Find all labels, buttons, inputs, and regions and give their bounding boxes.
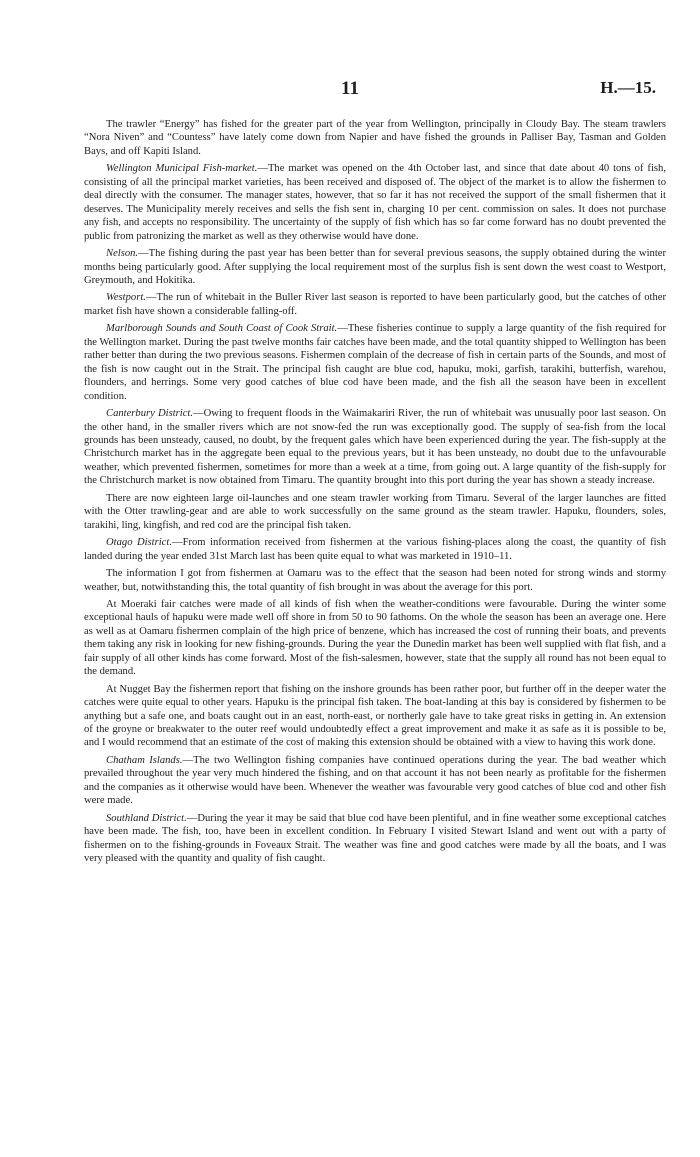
report-body <box>84 118 666 870</box>
paragraph-text: There are now eighteen large oil-launches and one steam trawler working from Timaru. Several of the larger launches are fitted with the Otter trawling-gear and are able to work successfully on the same ground as the steam trawler. Hapuku, flounders, soles, tarakihi, ling, kingfish, and red cod are the principal fish taken. <box>84 492 666 531</box>
paragraph-text: —The market was opened on the 4th October last, and since that date about 40 tons of fish, consisting of all the principal market varieties, has been received and disposed of. The object of the market is to allow the fishermen to deal directly with the consumer. The manager states, however, that so far it has not received the support of the small fishermen that it deserves. The Municipality merely receives and sells the fish sent in, charging 10 per cent. commission on sales. It does not purchase any fish, and accepts no responsibility. The uncertainty of the supply of fish which has so far come forward has no doubt prevented the public from patronizing the market as well as they otherwise would have done. <box>84 163 666 242</box>
document-reference: H.—15. <box>600 78 656 97</box>
paragraph-text: —From information received from fishermen at the various fishing-places along the coast, the quantity of fish landed during the year ended 31st March last has been quite equal to what was marketed in 1910–11. <box>84 537 666 562</box>
paragraph-trawlers <box>84 118 666 158</box>
paragraph-text: At Moeraki fair catches were made of all kinds of fish when the weather-conditions were favourable. During the winter some exceptional hauls of hapuku were made well off shore in from 50 to 90 fathoms. On the whole the season has been an average one. Here as well as at Oamaru fishermen complain of the high price of benzene, which has increased the cost of running their boats, and prevents them taking any risk in looking for new fishing-grounds. During the year the Dunedin market has been well supplied with flat fish, and a fair supply of all other kinds has come forward. Most of the fish-salesmen, however, state that the supply all round has not been equal to the demand. <box>84 598 666 678</box>
paragraph-southland <box>84 812 666 866</box>
paragraph-canterbury <box>84 407 666 488</box>
paragraph-heading: Westport. <box>106 292 146 304</box>
paragraph-text: —The run of whitebait in the Buller River last season is reported to have been particularly good, but the catches of other market fish have shown a considerable falling-off. <box>84 292 666 317</box>
page-header <box>0 78 700 102</box>
paragraph-text: The information I got from fishermen at Oamaru was to the effect that the season had been noted for strong winds and stormy weather, but, notwithstanding this, the total quantity of fish brought in was about the average for this port. <box>84 568 666 593</box>
paragraph-nugget-bay <box>84 683 666 750</box>
paragraph-westport <box>84 291 666 318</box>
paragraph-text: At Nugget Bay the fishermen report that fishing on the inshore grounds has been rather poor, but further off in the deeper water the catches were quite equal to other years. Hapuku is the principal fish taken. The boat-landing at this bay is considered by fishermen to be anything but a safe one, and boats caught out in an east, north-east, or northerly gale have to take great risks in getting in. An extension of the groyne or breakwater to the outer reef would undoubtedly effect a great improvement and make it as safe as it is possible to be, and I would recommend that an estimate of the cost of making this extension should be obtained with a view to having this work done. <box>84 683 666 749</box>
paragraph-heading: Otago District. <box>106 537 172 549</box>
paragraph-heading: Canterbury District. <box>106 408 193 420</box>
paragraph-heading: Southland District. <box>106 812 187 824</box>
paragraph-marlborough <box>84 322 666 403</box>
paragraph-text: —Owing to frequent floods in the Waimakariri River, the run of whitebait was unusually poor last season. On the other hand, in the smaller rivers which are not snow-fed the run was exceptionally good. The supply of sea-fish from the local grounds has been unsteady, caused, no doubt, by the frequent gales which have been experienced during the year. The fish-supply at the Christchurch market has in the aggregate been equal to the previous years, but it has been unsteady, no doubt due to the unfavourable weather, which prevented fishermen, sometimes for more than a week at a time, from going out. A large quantity of the fish-supply for the Christchurch market is now obtained from Timaru. The quantity brought into this port during the year has shown a steady increase. <box>84 408 666 487</box>
paragraph-text: —The fishing during the past year has been better than for several previous seasons, the supply obtained during the winter months being particularly good. After supplying the local requirement most of the surplus fish is sent down the west coast to Westport, Greymouth, and Hokitika. <box>84 248 666 286</box>
paragraph-timaru-launches <box>84 492 666 532</box>
paragraph-heading: Chatham Islands. <box>106 754 183 766</box>
paragraph-heading: Marlborough Sounds and South Coast of Cook Strait. <box>106 323 338 335</box>
paragraph-text: The trawler “Energy” has fished for the greater part of the year from Wellington, principally in Cloudy Bay. The steam trawlers “Nora Niven” and “Countess” have lately come down from Napier and have fished the grounds in Palliser Bay, Tasman and Golden Bays, and off Kapiti Island. <box>84 119 666 157</box>
page-number: 11 <box>341 78 359 99</box>
paragraph-moeraki <box>84 598 666 679</box>
paragraph-text: —These fisheries continue to supply a large quantity of the fish required for the Wellington market. During the past twelve months fair catches have been made, and the total quantity shipped to Wellington has been rather better than during the two previous seasons. Fishermen complain of the decrease of fish in certain parts of the Sounds, and most of the fish is now caught out in the Strait. The principal fish caught are blue cod, hapuku, moki, garfish, tarakihi, butterfish, warehou, flounders, and herrings. Some very good catches of blue cod have been made, and the fish all the season have been in excellent condition. <box>84 323 666 402</box>
paragraph-text: —During the year it may be said that blue cod have been plentiful, and in fine weather some exceptional catches have been made. The fish, too, have been in excellent condition. In February I visited Stewart Island and went out with a party of fishermen on to the fishing-grounds in Foveaux Strait. The weather was fine and good catches were made by all the boats, and I was very pleased with the quantity and quality of fish caught. <box>84 812 666 865</box>
paragraph-heading: Wellington Municipal Fish-market. <box>106 163 258 175</box>
paragraph-text: —The two Wellington fishing companies have continued operations during the year. The bad weather which prevailed throughout the year very much hindered the fishing, and on that account it has not been nearly as profitable for the fishermen and the companies as it otherwise would have been. Whenever the weather was favourable very good catches of blue cod and other fish were made. <box>84 754 666 807</box>
paragraph-chatham-islands <box>84 754 666 808</box>
paragraph-otago <box>84 536 666 563</box>
paragraph-wellington-market <box>84 162 666 243</box>
paragraph-oamaru <box>84 567 666 594</box>
paragraph-nelson <box>84 247 666 287</box>
paragraph-heading: Nelson. <box>106 248 139 260</box>
